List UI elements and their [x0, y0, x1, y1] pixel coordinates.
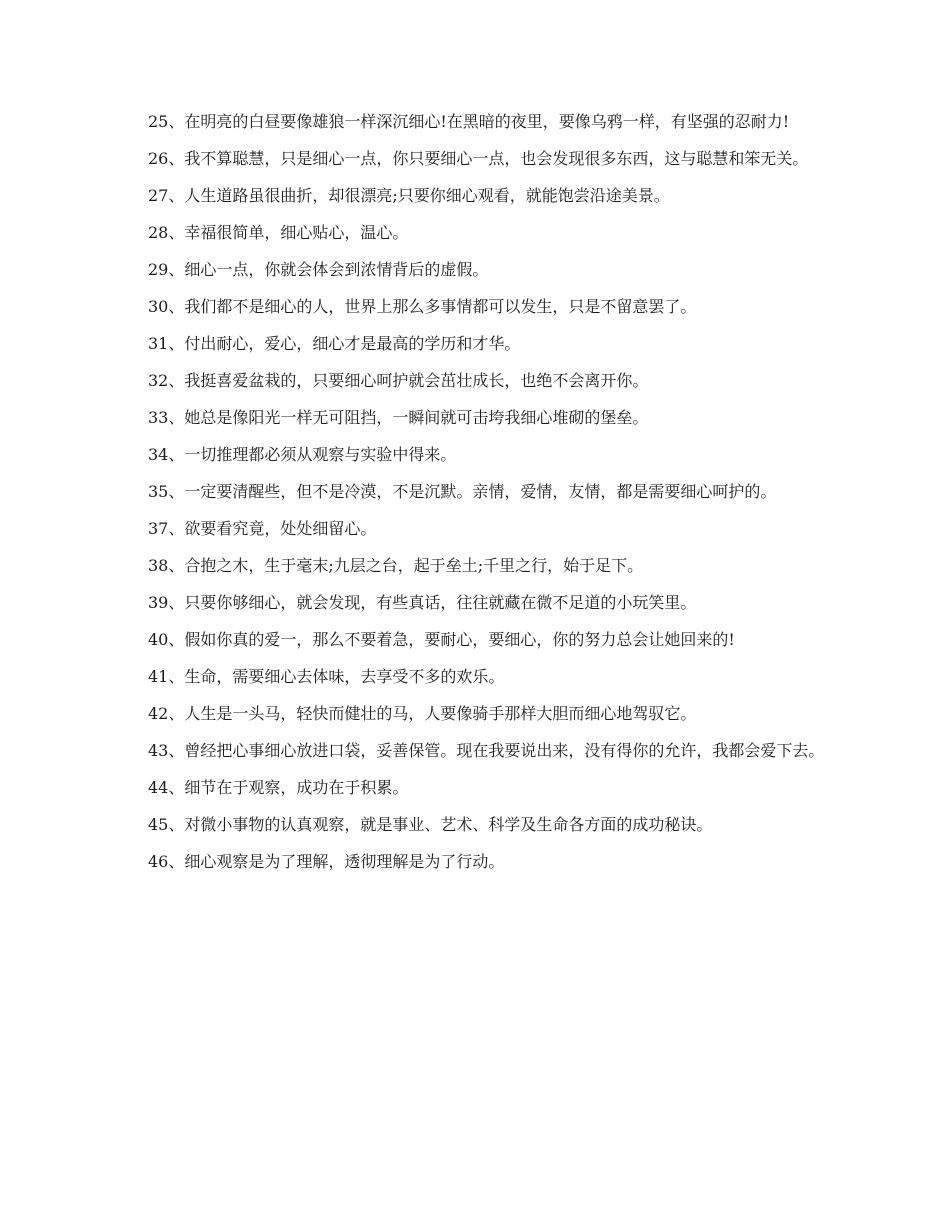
quote-paragraph-40: 40、假如你真的爱一，那么不要着急，要耐心，要细心，你的努力总会让她回来的!: [148, 630, 735, 649]
quote-paragraph-25: 25、在明亮的白昼要像雄狼一样深沉细心!在黑暗的夜里，要像乌鸦一样，有坚强的忍耐力!: [148, 112, 790, 131]
quote-paragraph-31: 31、付出耐心，爱心，细心才是最高的学历和才华。: [148, 334, 521, 353]
quote-paragraph-35: 35、一定要清醒些，但不是冷漠，不是沉默。亲情，爱情，友情，都是需要细心呵护的。: [148, 482, 777, 501]
quote-paragraph-43: 43、曾经把心事细心放进口袋，妥善保管。现在我要说出来，没有得你的允许，我都会爱下去。: [148, 741, 825, 760]
quote-paragraph-42: 42、人生是一头马，轻快而健壮的马，人要像骑手那样大胆而细心地驾驭它。: [148, 704, 697, 723]
quote-paragraph-41: 41、生命，需要细心去体味，去享受不多的欢乐。: [148, 667, 505, 686]
quote-paragraph-26: 26、我不算聪慧，只是细心一点，你只要细心一点，也会发现很多东西，这与聪慧和笨无关。: [148, 149, 809, 168]
quote-paragraph-29: 29、细心一点，你就会体会到浓情背后的虚假。: [148, 260, 489, 279]
quote-paragraph-28: 28、幸福很简单，细心贴心，温心。: [148, 223, 409, 242]
quote-paragraph-34: 34、一切推理都必须从观察与实验中得来。: [148, 445, 457, 464]
quote-paragraph-32: 32、我挺喜爱盆栽的，只要细心呵护就会茁壮成长，也绝不会离开你。: [148, 371, 649, 390]
quote-paragraph-33: 33、她总是像阳光一样无可阻挡，一瞬间就可击垮我细心堆砌的堡垒。: [148, 408, 649, 427]
quote-paragraph-46: 46、细心观察是为了理解，透彻理解是为了行动。: [148, 852, 505, 871]
quote-paragraph-37: 37、欲要看究竟，处处细留心。: [148, 519, 377, 538]
quote-paragraph-39: 39、只要你够细心，就会发现，有些真话，往往就藏在微不足道的小玩笑里。: [148, 593, 697, 612]
quote-paragraph-45: 45、对微小事物的认真观察，就是事业、艺术、科学及生命各方面的成功秘诀。: [148, 815, 713, 834]
document-body: [117, 111, 832, 888]
quote-paragraph-44: 44、细节在于观察，成功在于积累。: [148, 778, 409, 797]
quote-paragraph-30: 30、我们都不是细心的人，世界上那么多事情都可以发生，只是不留意罢了。: [148, 297, 697, 316]
quote-paragraph-38: 38、合抱之木，生于毫末;九层之台，起于垒土;千里之行，始于足下。: [148, 556, 644, 575]
quote-paragraph-27: 27、人生道路虽很曲折，却很漂亮;只要你细心观看，就能饱尝沿途美景。: [148, 186, 670, 205]
